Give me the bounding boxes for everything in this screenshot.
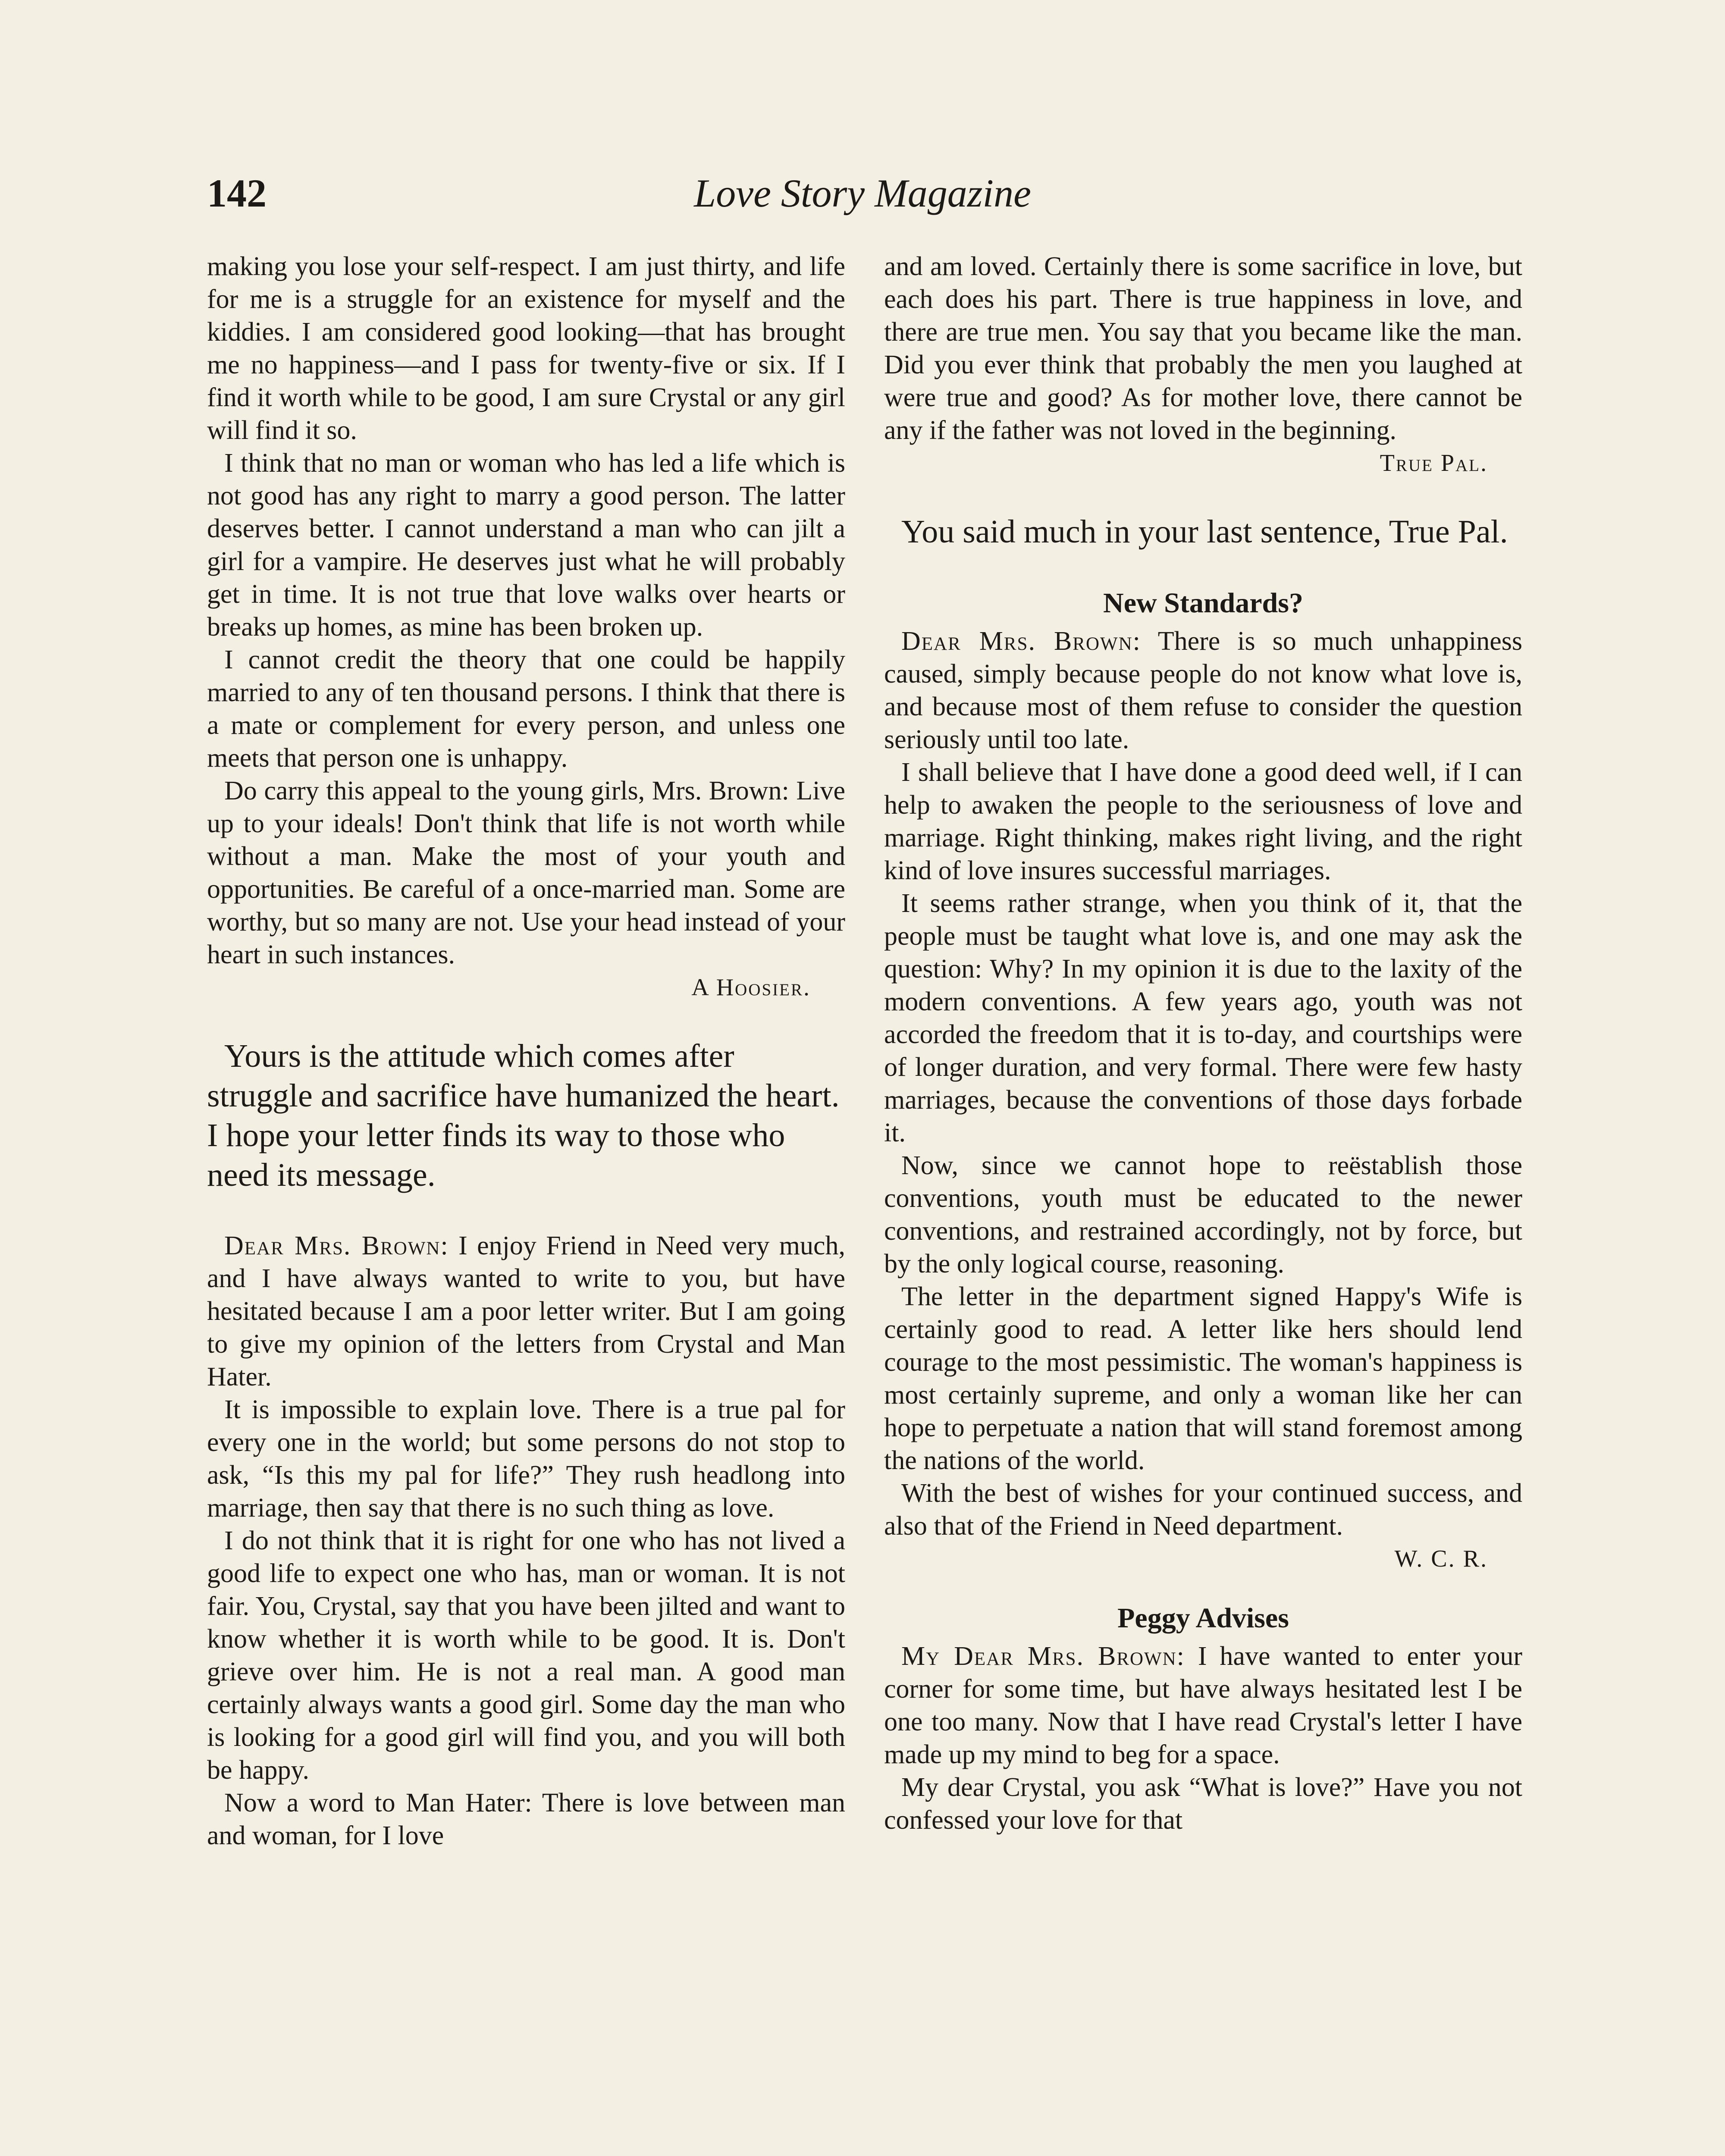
letter-signature: W. C. R. [1394,1545,1488,1572]
letter-paragraph: and am loved. Certainly there is some sacrifice in love, but each does his part. There is true happiness in love, and there are true men. You say that you became like the man. Did you ever think that probably the men you laughed at were true and good? As for mother love, there cannot be any if the father was not loved in the beginning. [884,252,1522,445]
letter-text: There is so much unhappiness caused, simply because people do not know what love is, and because most of them refuse to consider the question seriously until too late. [884,627,1522,754]
letter-paragraph: Do carry this appeal to the young girls, Mrs. Brown: Live up to your ideals! Don't think that life is not worth while without a man. Make the most of your youth and opportunities. Be careful of a once-married man. Some are worthy, but so many are not. Use your head instead of your heart in such instances. [207,776,845,969]
letter-paragraph: Now a word to Man Hater: There is love between man and woman, for I love [207,1788,845,1850]
right-column [884,250,1522,1836]
letter-paragraph [884,625,1522,756]
letter-paragraph [207,1229,845,1393]
left-column [207,250,845,1852]
letter-paragraph: With the best of wishes for your continued success, and also that of the Friend in Need department. [884,1479,1522,1541]
letter-signature: A Hoosier. [691,974,811,1001]
letter-paragraph: Now, since we cannot hope to reëstablish those conventions, youth must be educated to the newer conventions, and restrained accordingly, not by force, but by the only logical course, reasoning. [884,1151,1522,1279]
page-number: 142 [207,171,267,215]
letter-salutation: My Dear Mrs. Brown: [901,1642,1185,1671]
letter-paragraph: I do not think that it is right for one who has not lived a good life to expect one who has, man or woman. It is not fair. You, Crystal, say that you have been jilted and want to know whether it is worth while to be good. It is. Don't grieve over him. He is not a real man. A good man certainly always wants a good girl. Some day the man who is looking for a good girl will find you, and you will both be happy. [207,1526,845,1785]
letter-signature: True Pal. [1380,450,1488,476]
letter-paragraph: I cannot credit the theory that one could be happily married to any of ten thousand persons. I think that there is a mate or complement for every person, and unless one meets that person one is unhappy. [207,645,845,773]
editor-reply: You said much in your last sentence, True Pal. [901,514,1508,550]
letter-salutation: Dear Mrs. Brown: [901,627,1141,656]
section-heading: New Standards? [1103,587,1303,619]
letter-paragraph: The letter in the department signed Happy's Wife is certainly good to read. A letter like hers should lend courage to the most pessimistic. The woman's happiness is most certainly supreme, and only a woman like her can hope to perpetuate a nation that will stand foremost among the nations of the world. [884,1282,1522,1475]
letter-paragraph: I think that no man or woman who has led a life which is not good has any right to marry a good person. The latter deserves better. I cannot understand a man who can jilt a girl for a vampire. He deserves just what he will probably get in time. It is not true that love walks over hearts or breaks up homes, as mine has been broken up. [207,448,845,642]
letter-paragraph: It seems rather strange, when you think of it, that the people must be taught what love is, and one may ask the question: Why? In my opinion it is due to the laxity of the modern conventions. A few years ago, youth was not accorded the freedom that it is to-day, and courtships were of longer duration, and very formal. There were few hasty marriages, because the conventions of those days forbade it. [884,889,1522,1147]
letter-text: I enjoy Friend in Need very much, and I have always wanted to write to you, but have hesitated because I am a poor letter writer. But I am going to give my opinion of the letters from Crystal and Man Hater. [207,1231,846,1391]
page-header [207,170,1518,231]
letter-paragraph: It is impossible to explain love. There is a true pal for every one in the world; but some persons do not stop to ask, “Is this my pal for life?” They rush headlong into marriage, then say that there is no such thing as love. [207,1395,845,1523]
letter-paragraph: My dear Crystal, you ask “What is love?” Have you not confessed your love for that [884,1773,1522,1835]
magazine-title: Love Story Magazine [694,171,1031,215]
section-heading: Peggy Advises [1117,1602,1289,1634]
letter-paragraph: making you lose your self-respect. I am just thirty, and life for me is a struggle for an existence for myself and the kiddies. I am considered good looking—that has brought me no happiness—and I pass for twenty-five or six. If I find it worth while to be good, I am sure Crystal or any girl will find it so. [207,252,845,445]
letter-paragraph [884,1640,1522,1771]
letter-salutation: Dear Mrs. Brown: [224,1231,449,1260]
letter-paragraph: I shall believe that I have done a good deed well, if I can help to awaken the people to the seriousness of love and marriage. Right thinking, makes right living, and the right kind of love insures successful marriages. [884,758,1522,885]
editor-reply: Yours is the attitude which comes after struggle and sacrifice have humanized the heart. I hope your letter finds its way to those who need its message. [207,1038,840,1193]
letter-text: I have wanted to enter your corner for some time, but have always hesitated lest I be one too many. Now that I have read Crystal's letter I have made up my mind to beg for a space. [884,1642,1522,1769]
